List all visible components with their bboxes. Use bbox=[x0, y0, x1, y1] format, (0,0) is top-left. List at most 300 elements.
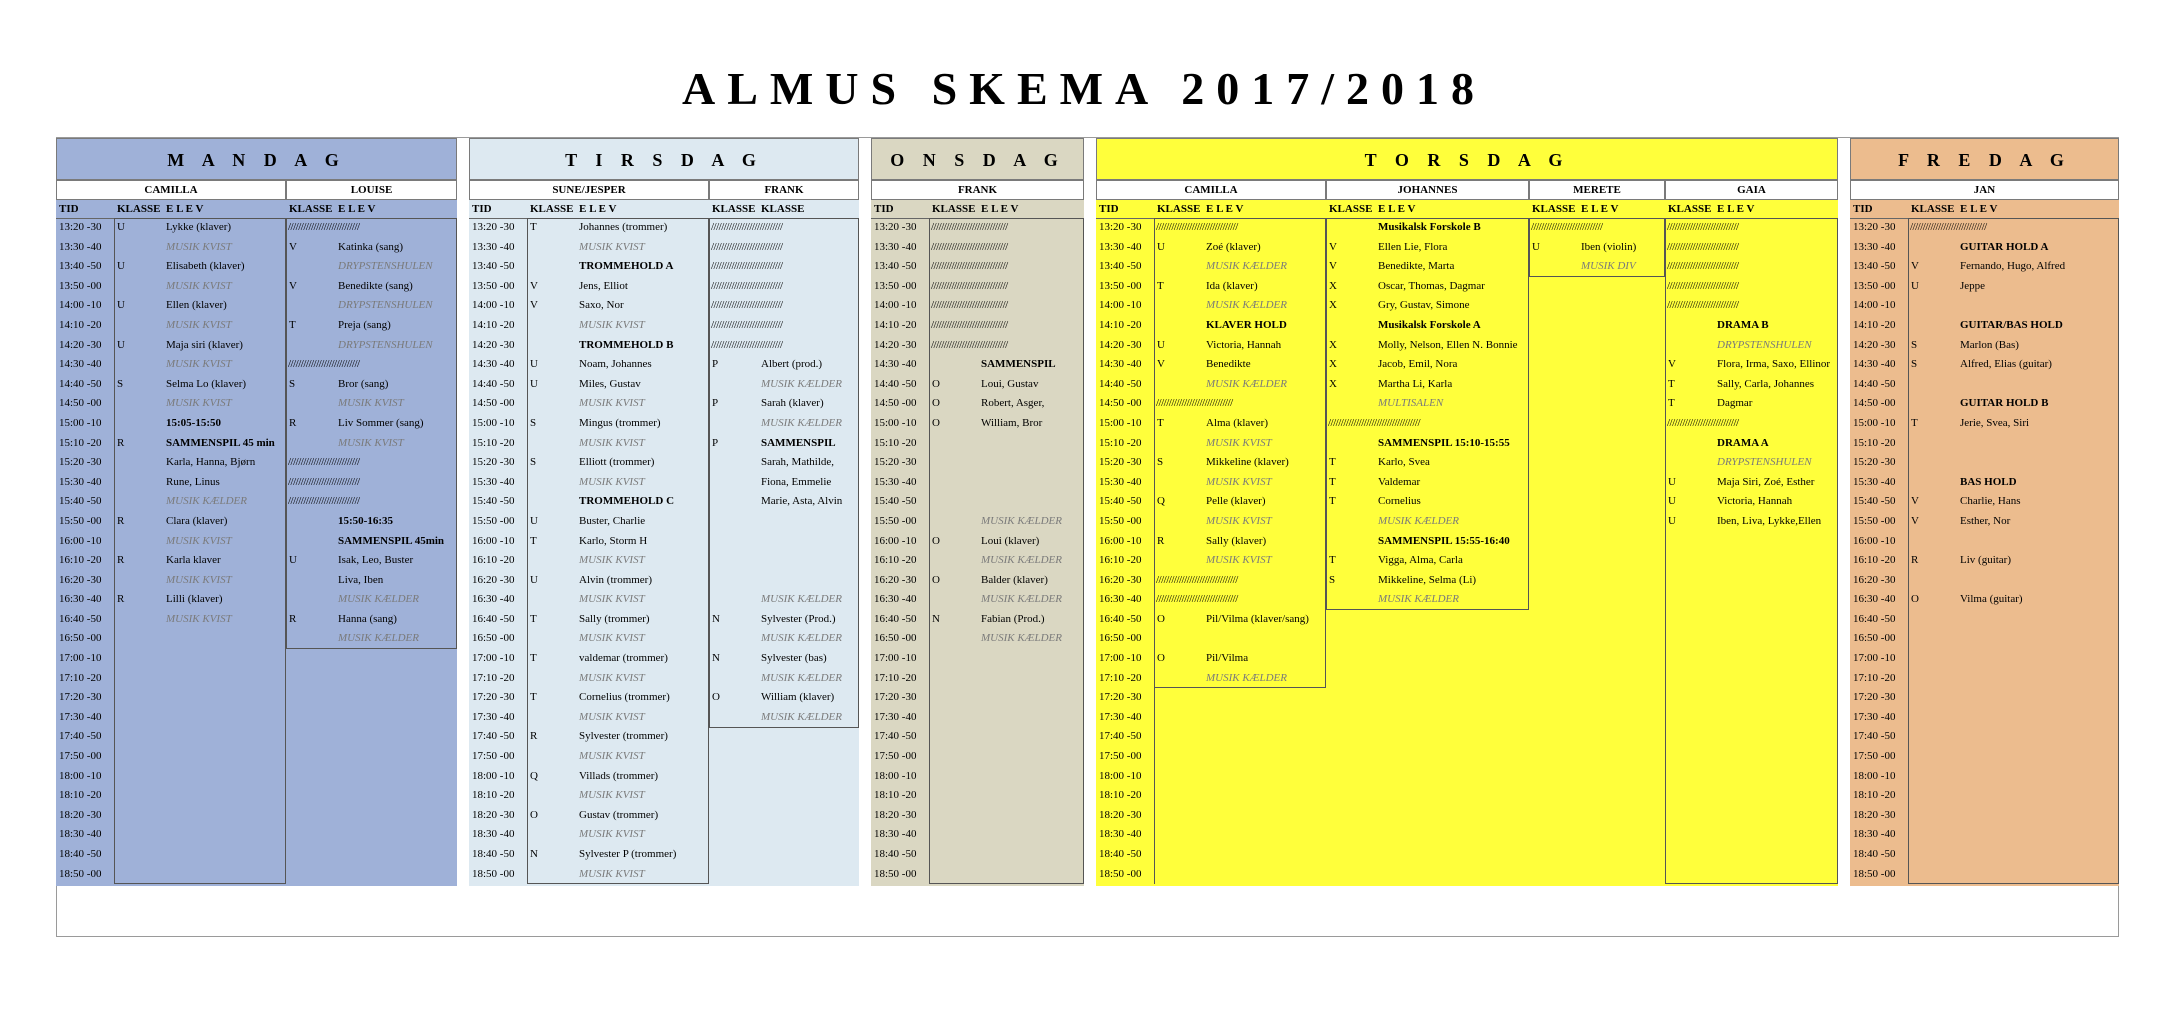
time-cell: 17:50 -00 bbox=[59, 750, 102, 763]
time-cell: 15:00 -10 bbox=[1099, 416, 1142, 429]
elev-cell: ////////////////////////////// bbox=[931, 338, 1008, 351]
klasse-cell: N bbox=[712, 652, 720, 665]
schedule-row bbox=[871, 649, 1084, 669]
schedule-row bbox=[709, 669, 859, 689]
klasse-cell: T bbox=[1157, 416, 1164, 429]
elev-cell: MUSIK KÆLDER bbox=[1378, 514, 1459, 527]
elev-cell: MUSIK KVIST bbox=[166, 240, 232, 253]
schedule-row bbox=[1529, 767, 1665, 787]
schedule-row bbox=[56, 747, 286, 767]
teacher-name: JAN bbox=[1850, 180, 2119, 200]
schedule-row bbox=[469, 316, 709, 336]
time-cell: 13:50 -00 bbox=[59, 279, 102, 292]
klasse-cell: R bbox=[117, 593, 125, 606]
schedule-row bbox=[286, 492, 457, 512]
schedule-row bbox=[1665, 747, 1838, 767]
schedule-row bbox=[1529, 806, 1665, 826]
schedule-row bbox=[1096, 571, 1326, 591]
schedule-row bbox=[56, 825, 286, 845]
time-cell: 13:50 -00 bbox=[1099, 279, 1142, 292]
time-cell: 13:30 -40 bbox=[1099, 240, 1142, 253]
schedule-row bbox=[56, 708, 286, 728]
time-cell: 17:40 -50 bbox=[59, 730, 102, 743]
klasse-cell: T bbox=[289, 318, 296, 331]
klasse-cell: T bbox=[1668, 397, 1675, 410]
elev-cell: Karlo, Svea bbox=[1378, 456, 1430, 469]
teacher-column bbox=[56, 180, 286, 884]
time-cell: 16:30 -40 bbox=[1099, 593, 1142, 606]
schedule-row bbox=[1326, 316, 1529, 336]
column-headers bbox=[1665, 200, 1838, 219]
elev-cell: Marlon (Bas) bbox=[1960, 338, 2019, 351]
schedule-row bbox=[1326, 708, 1529, 728]
elev-cell: Fiona, Emmelie bbox=[761, 475, 832, 488]
elev-cell: Flora, Irma, Saxo, Ellinor bbox=[1717, 358, 1831, 371]
elev-cell: Elisabeth (klaver) bbox=[166, 260, 245, 273]
schedule-row bbox=[1665, 806, 1838, 826]
schedule-row bbox=[1326, 375, 1529, 395]
time-cell: 17:40 -50 bbox=[1099, 730, 1142, 743]
klasse-cell: R bbox=[1157, 534, 1165, 547]
time-cell: 18:50 -00 bbox=[1853, 867, 1896, 880]
elev-cell: Alvin (trommer) bbox=[579, 573, 653, 586]
schedule-row bbox=[709, 453, 859, 473]
time-cell: 17:20 -30 bbox=[1853, 691, 1896, 704]
elev-cell: Sylvester (trommer) bbox=[579, 730, 668, 743]
elev-cell: Elliott (trommer) bbox=[579, 456, 655, 469]
schedule-row bbox=[56, 355, 286, 375]
schedule-row bbox=[871, 355, 1084, 375]
schedule-row bbox=[871, 492, 1084, 512]
time-cell: 18:40 -50 bbox=[59, 848, 102, 860]
schedule-row bbox=[1850, 296, 2119, 316]
elev-cell: MUSIK KVIST bbox=[166, 318, 232, 331]
schedule-row bbox=[286, 845, 457, 865]
schedule-row bbox=[709, 532, 859, 552]
elev-cell: Alma (klaver) bbox=[1206, 416, 1268, 429]
elev-cell: //////////////////////////// bbox=[1667, 260, 1739, 273]
schedule-row bbox=[1096, 708, 1326, 728]
elev-cell: 15:05-15:50 bbox=[166, 416, 221, 429]
schedule-row bbox=[1529, 727, 1665, 747]
elev-cell: MUSIK KVIST bbox=[579, 828, 645, 841]
schedule-row bbox=[1326, 355, 1529, 375]
time-cell: 17:50 -00 bbox=[472, 750, 515, 763]
time-cell: 13:40 -50 bbox=[1099, 260, 1142, 273]
schedule-row bbox=[1850, 786, 2119, 806]
schedule-row bbox=[1850, 669, 2119, 689]
schedule-row bbox=[871, 590, 1084, 610]
time-cell: 17:50 -00 bbox=[1853, 750, 1896, 763]
elev-cell: Noam, Johannes bbox=[579, 358, 652, 371]
schedule-row bbox=[286, 218, 457, 238]
schedule-row bbox=[1326, 669, 1529, 689]
schedule-row bbox=[469, 532, 709, 552]
time-cell: 13:30 -40 bbox=[874, 240, 917, 253]
schedule-row bbox=[709, 238, 859, 258]
schedule-row bbox=[286, 336, 457, 356]
header-klasse: KLASSE bbox=[289, 203, 333, 215]
time-cell: 18:20 -30 bbox=[472, 808, 515, 821]
elev-cell: MUSIK KVIST bbox=[579, 632, 645, 645]
teacher-name: FRANK bbox=[709, 180, 859, 200]
schedule-row bbox=[1096, 492, 1326, 512]
schedule-row bbox=[56, 473, 286, 493]
header-elev: E L E V bbox=[1378, 203, 1416, 215]
elev-cell: Vigga, Alma, Carla bbox=[1378, 554, 1463, 567]
elev-cell: MUSIK KVIST bbox=[1206, 554, 1272, 567]
schedule-row bbox=[1529, 355, 1665, 375]
klasse-cell: U bbox=[530, 573, 538, 586]
teacher-name: JOHANNES bbox=[1326, 180, 1529, 200]
header-tid: TID bbox=[59, 203, 79, 215]
elev-cell: //////////////////////////// bbox=[711, 279, 783, 292]
schedule-row bbox=[1326, 414, 1529, 434]
schedule-row bbox=[1665, 238, 1838, 258]
schedule-row bbox=[469, 394, 709, 414]
schedule-row bbox=[56, 434, 286, 454]
schedule-row bbox=[1096, 786, 1326, 806]
time-cell: 16:50 -00 bbox=[874, 632, 917, 645]
time-cell: 17:10 -20 bbox=[1099, 671, 1142, 684]
schedule-row bbox=[286, 610, 457, 630]
elev-cell: SAMMENSPIL 15:10-15:55 bbox=[1378, 436, 1510, 449]
klasse-cell: S bbox=[289, 377, 296, 390]
schedule-row bbox=[709, 767, 859, 787]
klasse-cell: T bbox=[530, 221, 537, 233]
time-cell: 15:00 -10 bbox=[59, 416, 102, 429]
schedule-row bbox=[1850, 747, 2119, 767]
time-cell: 13:20 -30 bbox=[874, 221, 917, 233]
schedule-row bbox=[1529, 532, 1665, 552]
teacher-column bbox=[709, 180, 859, 884]
header-tid: TID bbox=[472, 203, 492, 215]
schedule-row bbox=[1529, 316, 1665, 336]
time-cell: 15:20 -30 bbox=[59, 456, 102, 469]
time-cell: 13:40 -50 bbox=[472, 260, 515, 273]
schedule-row bbox=[469, 571, 709, 591]
schedule-row bbox=[286, 767, 457, 787]
time-cell: 13:20 -30 bbox=[1853, 221, 1896, 233]
elev-cell: //////////////////////////////// bbox=[1156, 593, 1238, 606]
elev-cell: ////////////////////////////// bbox=[931, 260, 1008, 273]
time-cell: 14:20 -30 bbox=[472, 338, 515, 351]
time-cell: 15:30 -40 bbox=[874, 475, 917, 488]
schedule-row bbox=[286, 277, 457, 297]
elev-cell: DRYPSTENSHULEN bbox=[1717, 456, 1812, 469]
elev-cell: MUSIK KVIST bbox=[579, 710, 645, 723]
time-cell: 17:00 -10 bbox=[472, 652, 515, 665]
klasse-cell: S bbox=[1911, 338, 1918, 351]
klasse-cell: U bbox=[1532, 240, 1540, 253]
rows bbox=[1096, 218, 1326, 884]
header-klasse: KLASSE bbox=[1532, 203, 1576, 215]
schedule-row bbox=[871, 806, 1084, 826]
time-cell: 17:20 -30 bbox=[59, 691, 102, 704]
schedule-row bbox=[469, 218, 709, 238]
schedule-row bbox=[1326, 532, 1529, 552]
schedule-row bbox=[709, 610, 859, 630]
header-elev: KLASSE bbox=[761, 203, 805, 215]
header-klasse: KLASSE bbox=[1157, 203, 1201, 215]
day-header: T O R S D A G bbox=[1096, 138, 1838, 180]
time-cell: 17:10 -20 bbox=[874, 671, 917, 684]
elev-cell: Karla klaver bbox=[166, 554, 221, 567]
elev-cell: MUSIK KVIST bbox=[579, 318, 645, 331]
schedule-row bbox=[56, 590, 286, 610]
schedule-row bbox=[286, 473, 457, 493]
schedule-row bbox=[1096, 727, 1326, 747]
column-headers bbox=[1529, 200, 1665, 219]
schedule-row bbox=[1665, 551, 1838, 571]
schedule-row bbox=[709, 747, 859, 767]
elev-cell: TROMMEHOLD C bbox=[579, 495, 675, 508]
day-header: O N S D A G bbox=[871, 138, 1084, 180]
header-klasse: KLASSE bbox=[1668, 203, 1712, 215]
time-cell: 16:50 -00 bbox=[1853, 632, 1896, 645]
schedule-row bbox=[709, 394, 859, 414]
klasse-cell: Q bbox=[1157, 495, 1165, 508]
elev-cell: Maja siri (klaver) bbox=[166, 338, 243, 351]
elev-cell: MUSIK KÆLDER bbox=[761, 671, 842, 684]
schedule-row bbox=[1326, 610, 1529, 630]
elev-cell: Katinka (sang) bbox=[338, 240, 404, 253]
schedule-row bbox=[1529, 277, 1665, 297]
klasse-cell: V bbox=[1911, 495, 1919, 508]
time-cell: 14:40 -50 bbox=[1853, 377, 1896, 390]
elev-cell: Mikkeline (klaver) bbox=[1206, 456, 1289, 469]
schedule-row bbox=[1665, 825, 1838, 845]
elev-cell: MUSIK KÆLDER bbox=[1206, 260, 1287, 273]
elev-cell: Sally (trommer) bbox=[579, 612, 650, 625]
elev-cell: //////////////////////////// bbox=[1667, 299, 1739, 312]
schedule-row bbox=[286, 825, 457, 845]
schedule-row bbox=[1096, 610, 1326, 630]
elev-cell: Pil/Vilma (klaver/sang) bbox=[1206, 612, 1309, 625]
klasse-cell: V bbox=[1157, 358, 1165, 371]
schedule-row bbox=[56, 532, 286, 552]
elev-cell: MUSIK KÆLDER bbox=[1206, 299, 1287, 312]
schedule-row bbox=[469, 610, 709, 630]
schedule-row bbox=[1665, 355, 1838, 375]
schedule-row bbox=[871, 825, 1084, 845]
elev-cell: MUSIK KÆLDER bbox=[761, 416, 842, 429]
time-cell: 17:00 -10 bbox=[1853, 652, 1896, 665]
time-cell: 16:00 -10 bbox=[1099, 534, 1142, 547]
klasse-cell: O bbox=[932, 397, 940, 410]
elev-cell: Isak, Leo, Buster bbox=[338, 554, 414, 567]
elev-cell: Pelle (klaver) bbox=[1206, 495, 1266, 508]
time-cell: 18:40 -50 bbox=[1853, 848, 1896, 860]
time-cell: 15:40 -50 bbox=[1853, 495, 1896, 508]
time-cell: 15:30 -40 bbox=[1853, 475, 1896, 488]
header-elev: E L E V bbox=[1717, 203, 1755, 215]
time-cell: 17:30 -40 bbox=[1099, 710, 1142, 723]
time-cell: 18:40 -50 bbox=[874, 848, 917, 860]
teacher-column bbox=[871, 180, 1084, 884]
elev-cell: Rune, Linus bbox=[166, 475, 220, 488]
klasse-cell: U bbox=[1668, 514, 1676, 527]
schedule-row bbox=[286, 708, 457, 728]
elev-cell: MUSIK KÆLDER bbox=[1206, 377, 1287, 390]
column-headers bbox=[1326, 200, 1529, 219]
schedule-row bbox=[709, 257, 859, 277]
schedule-row bbox=[1529, 825, 1665, 845]
time-cell: 17:40 -50 bbox=[1853, 730, 1896, 743]
schedule-row bbox=[1850, 649, 2119, 669]
schedule-row bbox=[1096, 806, 1326, 826]
schedule-row bbox=[1850, 316, 2119, 336]
klasse-cell: T bbox=[530, 534, 537, 547]
time-cell: 15:30 -40 bbox=[59, 475, 102, 488]
schedule-row bbox=[709, 708, 859, 728]
elev-cell: ////////////////////////////// bbox=[931, 318, 1008, 331]
schedule-row bbox=[469, 453, 709, 473]
teacher-name: MERETE bbox=[1529, 180, 1665, 200]
schedule-row bbox=[469, 296, 709, 316]
schedule-row bbox=[1665, 512, 1838, 532]
time-cell: 14:30 -40 bbox=[1853, 358, 1896, 371]
time-cell: 18:20 -30 bbox=[874, 808, 917, 821]
time-cell: 18:40 -50 bbox=[472, 848, 515, 860]
elev-cell: DRAMA A bbox=[1717, 436, 1769, 449]
schedule-row bbox=[56, 571, 286, 591]
schedule-row bbox=[1096, 453, 1326, 473]
elev-cell: Liv (guitar) bbox=[1960, 554, 2012, 567]
time-cell: 14:10 -20 bbox=[472, 318, 515, 331]
elev-cell: Mingus (trommer) bbox=[579, 416, 661, 429]
schedule-row bbox=[469, 688, 709, 708]
elev-cell: William (klaver) bbox=[761, 691, 835, 704]
elev-cell: Fernando, Hugo, Alfred bbox=[1960, 260, 2066, 273]
schedule-row bbox=[286, 629, 457, 649]
time-cell: 16:00 -10 bbox=[59, 534, 102, 547]
elev-cell: Bror (sang) bbox=[338, 377, 389, 390]
klasse-cell: U bbox=[1157, 240, 1165, 253]
rows bbox=[469, 218, 709, 884]
klasse-cell: R bbox=[289, 612, 297, 625]
schedule-row bbox=[1326, 727, 1529, 747]
schedule-row bbox=[469, 492, 709, 512]
schedule-row bbox=[286, 414, 457, 434]
elev-cell: Jens, Elliot bbox=[579, 279, 628, 292]
schedule-row bbox=[871, 218, 1084, 238]
elev-cell: //////////////////////////// bbox=[288, 358, 360, 371]
klasse-cell: N bbox=[932, 612, 940, 625]
elev-cell: ////////////////////////////// bbox=[931, 240, 1008, 253]
schedule-row bbox=[469, 669, 709, 689]
elev-cell: Clara (klaver) bbox=[166, 514, 228, 527]
elev-cell: Sarah, Mathilde, bbox=[761, 456, 835, 469]
schedule-row bbox=[871, 629, 1084, 649]
time-cell: 15:20 -30 bbox=[1099, 456, 1142, 469]
klasse-cell: T bbox=[1157, 279, 1164, 292]
time-cell: 15:40 -50 bbox=[874, 495, 917, 508]
elev-cell: //////////////////////////////////// bbox=[1328, 416, 1421, 429]
schedule-row bbox=[709, 492, 859, 512]
schedule-row bbox=[871, 610, 1084, 630]
time-cell: 13:30 -40 bbox=[59, 240, 102, 253]
schedule-row bbox=[56, 845, 286, 865]
time-cell: 18:00 -10 bbox=[472, 769, 515, 782]
schedule-row bbox=[1665, 414, 1838, 434]
schedule-row bbox=[1529, 336, 1665, 356]
elev-cell: Preja (sang) bbox=[338, 318, 391, 331]
schedule-row bbox=[1665, 492, 1838, 512]
elev-cell: Sylvester (Prod.) bbox=[761, 612, 836, 625]
header-elev: E L E V bbox=[1960, 203, 1998, 215]
schedule-row bbox=[1529, 845, 1665, 865]
schedule-row bbox=[709, 806, 859, 826]
schedule-row bbox=[1096, 649, 1326, 669]
schedule-row bbox=[709, 316, 859, 336]
schedule-row bbox=[1529, 375, 1665, 395]
schedule-row bbox=[1326, 786, 1529, 806]
elev-cell: Zoé (klaver) bbox=[1206, 240, 1261, 253]
klasse-cell: X bbox=[1329, 358, 1337, 371]
teacher-name: CAMILLA bbox=[1096, 180, 1326, 200]
klasse-cell: T bbox=[530, 691, 537, 704]
time-cell: 14:10 -20 bbox=[874, 318, 917, 331]
schedule-row bbox=[709, 473, 859, 493]
elev-cell: MUSIK KVIST bbox=[579, 867, 645, 880]
schedule-row bbox=[871, 551, 1084, 571]
teacher-column bbox=[1665, 180, 1838, 884]
klasse-cell: R bbox=[117, 554, 125, 567]
elev-cell: Ida (klaver) bbox=[1206, 279, 1258, 292]
schedule-row bbox=[1096, 825, 1326, 845]
time-cell: 13:40 -50 bbox=[874, 260, 917, 273]
schedule-row bbox=[1850, 336, 2119, 356]
schedule-row bbox=[469, 649, 709, 669]
schedule-row bbox=[871, 747, 1084, 767]
time-cell: 15:10 -20 bbox=[472, 436, 515, 449]
elev-cell: GUITAR HOLD B bbox=[1960, 397, 2049, 410]
time-cell: 18:20 -30 bbox=[1099, 808, 1142, 821]
schedule-row bbox=[709, 629, 859, 649]
time-cell: 15:20 -30 bbox=[874, 456, 917, 469]
time-cell: 16:30 -40 bbox=[472, 593, 515, 606]
schedule-row bbox=[871, 708, 1084, 728]
klasse-cell: O bbox=[932, 534, 940, 547]
time-cell: 15:40 -50 bbox=[59, 495, 102, 508]
time-cell: 16:20 -30 bbox=[874, 573, 917, 586]
time-cell: 18:00 -10 bbox=[1853, 769, 1896, 782]
elev-cell: Iben (violin) bbox=[1581, 240, 1637, 253]
schedule-row bbox=[871, 865, 1084, 885]
schedule-row bbox=[1326, 845, 1529, 865]
schedule-row bbox=[56, 727, 286, 747]
time-cell: 15:50 -00 bbox=[1853, 514, 1896, 527]
klasse-cell: T bbox=[530, 612, 537, 625]
time-cell: 16:50 -00 bbox=[1099, 632, 1142, 645]
elev-cell: Iben, Liva, Lykke,Ellen bbox=[1717, 514, 1822, 527]
day-header: T I R S D A G bbox=[469, 138, 859, 180]
schedule-row bbox=[286, 257, 457, 277]
schedule-row bbox=[1850, 375, 2119, 395]
elev-cell: Benedikte, Marta bbox=[1378, 260, 1455, 273]
time-cell: 14:40 -50 bbox=[472, 377, 515, 390]
time-cell: 14:40 -50 bbox=[59, 377, 102, 390]
schedule-row bbox=[1665, 316, 1838, 336]
elev-cell: Buster, Charlie bbox=[579, 514, 646, 527]
schedule-row bbox=[1529, 786, 1665, 806]
schedule-row bbox=[469, 238, 709, 258]
time-cell: 16:00 -10 bbox=[472, 534, 515, 547]
time-cell: 15:40 -50 bbox=[472, 495, 515, 508]
elev-cell: SAMMENSPIL bbox=[981, 358, 1056, 371]
elev-cell: MUSIK KÆLDER bbox=[166, 495, 247, 508]
